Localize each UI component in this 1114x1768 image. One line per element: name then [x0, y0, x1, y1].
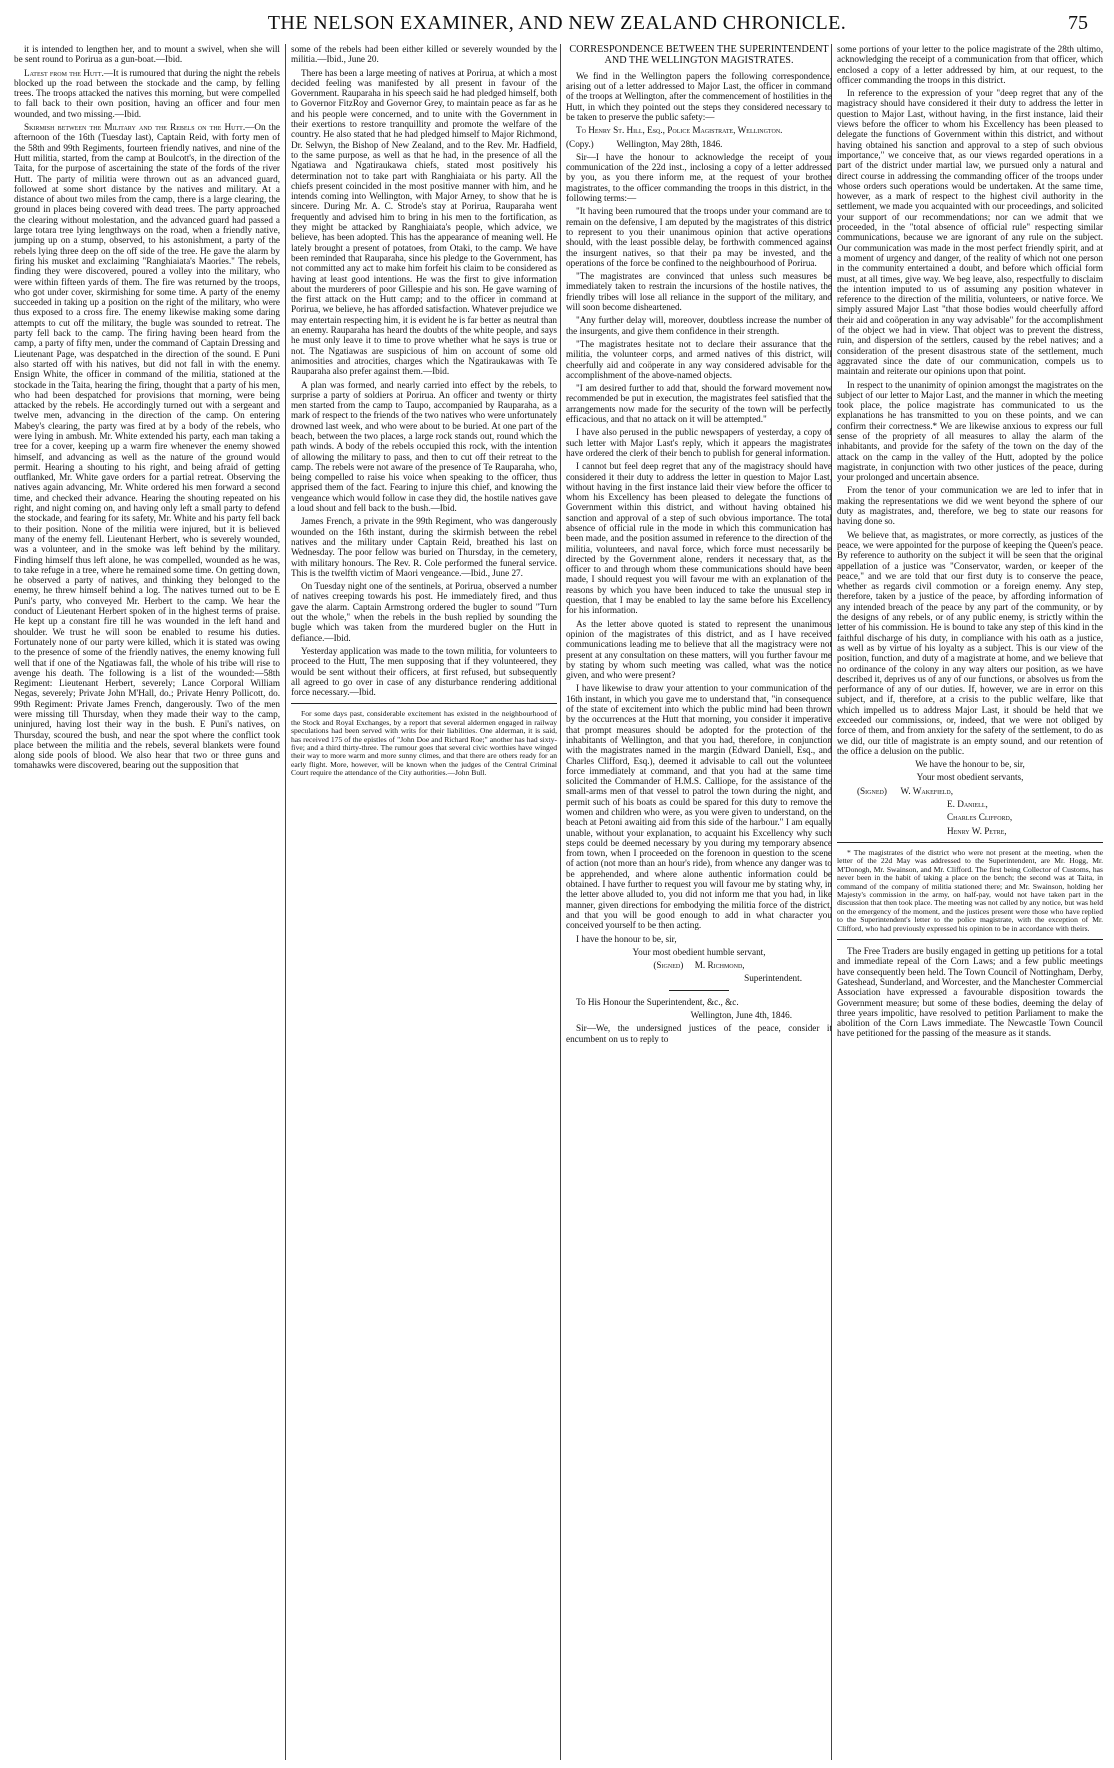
article-paragraph: In reference to the expression of your "deep regret that any of the magistracy should have considered it their duty to address the letter in question to Major Last, without having, in the first instance, laid their views before the officer to whom his Excellency has been pleased to delegate the functions of Government within this district, and without having obtained his sanction and approval to a step of such obvious importance," we conceive that, as our views regarded operations in a part of the district under martial law, we pursued only a natural and direct course in addressing the commanding officer of the troops under whose orders such operations would be undertaken. At the same time, however, as a mark of respect to the highest civil authority in the settlement, we made you acquainted with our proceedings, and solicited your support of our recommendations; nor can we admit that we proceeded, in the "total absence of official rule" respecting similar communications, because we are ignorant of any rule on the subject. Our communication was made in the most perfect friendly spirit, and at a moment of urgency and danger, of the reality of which not one person in the community entertained a doubt, and before which official form must, at all times, give way. We beg leave, also, respectfully to disclaim the intention imputed to us of assuming any position whatever in reference to the direction of the militia, volunteers, or native force. We simply assured Major Last "that those bodies would cheerfully afford their aid and coöperation in any way advisable" for the accomplishment of the object we had in view. That object was to prevent the distress, ruin, and dispersion of the settlers, caused by the rebel natives; and a consideration of the present disastrous state of the settlement, much aggravated since the date of our communication, compels us to maintain and reiterate our opinions upon that point. [837, 88, 1103, 377]
article-paragraph: Sir—We, the undersigned justices of the peace, consider it encumbent on us to reply to [566, 1023, 832, 1044]
letter-addressee: To His Honour the Superintendent, &c., &c. [576, 996, 739, 1007]
letter-closing: Your most obedient servants, [916, 772, 1024, 783]
letter-signature: (Signed) M. Richmond, [653, 960, 745, 971]
article-paragraph: James French, a private in the 99th Regiment, who was dangerously wounded on the 16th instant, during the skirmish between the rebel natives and the military under Captain Reid, breathed his last on Wednesday. The poor fellow was buried on Thursday, in the cemetery, with military honours. The Rev. R. Cole performed the funeral service. This is the twelfth victim of Maori vengeance.—Ibid., June 27. [291, 516, 557, 578]
article-paragraph: "It having been rumoured that the troops under your command are to remain on the defensive, I am deputed by the magistrates of this district to represent to you their unanimous opinion that active operations should, with the least possible delay, be forthwith commenced against the insurgent natives, so that their pa may be invested, and the operations of the force be confined to the neighbourhood of Porirua. [566, 206, 832, 268]
column-4 [837, 44, 1103, 1760]
article-paragraph: it is intended to lengthen her, and to mount a swivel, when she will be sent round to Porirua as a gun-boat.—Ibid. [14, 44, 280, 65]
article-paragraph: I have likewise to draw your attention to your communication of the 16th instant, in which you gave me to understand that, "in consequence of the state of excitement into which the public mind had been thrown by the occurrences at the Hutt that morning, you consider it imperative that prompt measures should be adopted for the protection of the inhabitants of Wellington, and that you had, therefore, in conjunction with the magistrates named in the margin (Edward Daniell, Esq., and Charles Clifford, Esq.), deemed it advisable to call out the volunteer force immediately at command, and that you had at the same time solicited the Commander of H.M.S. Calliope, for the assistance of the small-arms men of that vessel to patrol the town during the night, and permit such of his boats as could be spared for this duty to remove the women and children who were, as you were given to understand, on the beach at Petoni awaiting aid from this side of the harbour." I am equally unable, without your explanation, to acquaint his Excellency why such steps could be deemed necessary by you during my temporary absence from town, when I proceeded on the forenoon in question to the scene of action (not more than an hour's ride), from whence any danger was to be apprehended, and where alone authentic information could be obtained. I have further to request you will favour me by stating why, in the letter above alluded to, you did not inform me that you had, in like manner, given directions for embodying the militia force of the district, and that you will be good enough to add in what character you conceived yourself to be then acting. [566, 683, 832, 931]
column-1 [14, 44, 280, 1760]
article-paragraph [14, 68, 280, 119]
letter-signature: E. Daniell, [947, 799, 988, 810]
column-rule [560, 44, 561, 1760]
article-paragraph: "I am desired further to add that, should the forward movement now recommended be put in execution, the magistrates feel satisfied that the arrangements now made for the security of the town will be perfectly efficacious, and that no attack on it will be attempted." [566, 383, 832, 425]
letter-closing: Your most obedient humble servant, [632, 946, 766, 957]
letter-signature-title: Superintendent. [744, 973, 802, 984]
article-paragraph: I cannot but feel deep regret that any of the magistracy should have considered it their duty to address the letter in question to Major Last, without having in the first instance laid their view before the officer to whom his Excellency has been pleased to delegate the functions of Government within this district, and without having obtained his sanction and approval of a step of such obvious importance. The total absence of official rule in the mode in which this communication has been made, and the position assumed in reference to the direction of the militia, volunteers, and naval force, which force must necessarily be directed by the Government alone, renders it necessary that, as the officer to and through whom these communications should have been made, I should request you will favour me with an explanation of the reasons by which you have been induced to take the unusual step in question, that I may be enabled to lay the same before his Excellency for his information. [566, 461, 832, 616]
page-header [0, 0, 1114, 44]
article-paragraph: "The magistrates are convinced that unless such measures be immediately taken to restrain the incursions of the hostile natives, the friendly tribes will lose all reliance in the support of the military, and will soon become disheartened. [566, 271, 832, 313]
article-paragraph: We believe that, as magistrates, or more correctly, as justices of the peace, we were appointed for the purpose of keeping the Queen's peace. By reference to authority on the subject it will be seen that the original appellation of a justice was "Conservator, warden, or keeper of the peace," and we are told that our first duty is to conserve the peace, whether as regards civil commotion or a foreign enemy. Any step, therefore, taken by a justice of the peace, by affording information of any intended breach of the peace by any part of the community, or by the designs of any rebels, or of any public enemy, is strictly within the letter of his commission. He is bound to take any step of this kind in the faithful discharge of his duty, in compliance with his oath as a justice, as well as by virtue of his loyalty as a subject. This is our view of the position, function, and duty of a magistrate at home, and we believe that no ordinance of the colony in any way alters our position, as we have described it, deprives us of any of our functions, or absolves us from the performance of any of our duties. If, however, we are in error on this subject, and if, therefore, at a crisis to the public welfare, like that which impelled us to address Major Last, it should be held that we exceeded our commissions, or, indeed, that we were not obliged by force of them, and from anxiety for the safety of the settlement, to do as we did, our title of magistrate is an empty sound, and our retention of the office a delusion on the public. [837, 529, 1103, 756]
section-divider [837, 939, 1103, 940]
page-number: 75 [1068, 12, 1088, 34]
article-paragraph: Yesterday application was made to the town militia, for volunteers to proceed to the Hutt, The men supposing that if they volunteered, they would be sent without their officers, at first refused, but subsequently all agreed to go over in case of any disturbance rendering additional force necessary.—Ibid. [291, 645, 557, 698]
letter-dateline: (Copy.) Wellington, May 28th, 1846. [566, 138, 723, 149]
column-2 [291, 44, 557, 1760]
article-paragraph: From the tenor of your communication we are led to infer that in making the representations we did we went beyond the sphere of our duty as magistrates, and, therefore, we beg to state our reasons for having done so. [837, 485, 1103, 527]
article-paragraph: I have also perused in the public newspapers of yesterday, a copy of such letter with Major Last's reply, which it appears the magistrates have ordered the clerk of their bench to publish for general information. [566, 427, 832, 458]
article-paragraph: On Tuesday night one of the sentinels, at Porirua, observed a number of natives creeping towards his post. He immediately fired, and thus gave the alarm. Captain Armstrong ordered the bugler to sound "Turn out the whole," when the rebels in the bush replied by sounding the bugle which was taken from the murdered bugler on the Hutt in defiance.—Ibid. [291, 581, 557, 643]
article-paragraph: In respect to the unanimity of opinion amongst the magistrates on the subject of our letter to Major Last, and the manner in which the meeting took place, the police magistrate has communicated to us the explanations he has transmitted to you on these points, and we can confirm their correctness.* We are likewise anxious to express our full sense of the propriety of all measures to allay the alarm of the inhabitants, and provide for the safety of the town on the day of the attack on the camp in the valley of the Hutt, adopted by the police magistrate, in conjunction with two other justices of the peace, during your prolonged and uncertain absence. [837, 379, 1103, 483]
article-paragraph: The Free Traders are busily engaged in getting up petitions for a total and immediate repeal of the Corn Laws; and a few public meetings have consequently been held. The Town Council of Nottingham, Derby, Gateshead, Sunderland, and Worcester, and the Manchester Commercial Association have expressed a favourable disposition towards the Government measure; but some of these bodies, deeming the delay of three years impolitic, have resolved to petition Parliament to make the abolition of the Corn Laws immediate. The Newcastle Town Council have petitioned for the passing of the measure as it stands. [837, 946, 1103, 1039]
letter-dateline: Wellington, June 4th, 1846. [690, 1010, 792, 1021]
article-paragraph: some of the rebels had been either killed or severely wounded by the militia.—Ibid., June 20. [291, 44, 557, 65]
article-paragraph: "Any further delay will, moreover, doubtless increase the number of the insurgents, and give them confidence in their strength. [566, 315, 832, 336]
article-paragraph: There has been a large meeting of natives at Porirua, at which a most decided feeling was manifested by all present in favour of the Government. Rauparaha in his speech said he had pledged himself, both to Governor FitzRoy and Governor Grey, to maintain peace as far as he and his people were concerned, and to unite with the Government in their exertions to restore tranquillity and promote the welfare of the country. He also stated that he had pledged himself to Major Richmond, Dr. Selwyn, the Bishop of New Zealand, and to the Rev. Mr. Hadfield, to the same purpose, as well as that he had, in the presence of all the Ngatiawa and Ngatiraukawa chiefs, stated most positively his determination not to take part with Ranghiaiata or his party. All the chiefs present coincided in the most positive manner with him, and he intends coming into Wellington, with Major Arney, to show that he is sincere. During Mr. A. C. Strode's stay at Porirua, Rauparaha went frequently and advised him to bring in his men to the fortification, as they might be attacked by Ranghiaiata's people, which advice, we believe, has been adopted. This has the appearance of meaning well. He lately brought a present of potatoes, from Otaki, to the camp. We have been reminded that Rauparaha, since his pledge to the Government, has not committed any act to make him forfeit his claim to be considered as having at least good intentions. He was the first to give information about the murderers of poor Gillespie and his son. He gave warning of the first attack on the Hutt camp; and to the officer in command at Porirua, we believe, he has afforded satisfaction. Whatever prejudice we may entertain respecting him, it is evident he is far better as neutral than an enemy. Rauparaha has heard the doubts of the white people, and says he must only leave it to time to prove whether what he says is true or not. The Ngatiawas are suspicious of him on account of some old animosities and atrocities, charges which the Ngatiraukawas with Te Rauparaha also prefer against them.—Ibid. [291, 67, 557, 377]
letter-signature: Henry W. Petre, [947, 825, 1007, 836]
article-paragraph: As the letter above quoted is stated to represent the unanimous opinion of the magistrates of this district, and as I have received communications leading me to believe that all the magistracy were not present at any consultation on these matters, will you further favour me by stating by whom such meeting was called, what was the notice given, and who were present? [566, 618, 832, 681]
letter-signature: (Signed) W. Wakefield, [857, 785, 954, 796]
article-paragraph: For some days past, considerable excitement has existed in the neighbourhood of the Stock and Royal Exchanges, by a report that several aldermen engaged in railway speculations had been served with writs for their liabilities. One alderman, it is said, has received 175 of the epistles of "John Doe and Richard Roe;" another has had sixty-five; and a third thirty-three. The rumour goes that several civic worthies have winged their way to more warm and more sunny climes, and that there are others ready for an early flight. More, however, will be known when the judges of the Central Criminal Court require the attendance of the City authorities.—John Bull. [291, 709, 557, 778]
column-3 [566, 44, 832, 1760]
article-paragraph: We find in the Wellington papers the following correspondence, arising out of a letter addressed to Major Last, the officer in command of the troops at Wellington, after the commencement of hostilities in the Hutt, in which they pointed out the steps they considered necessary to be taken to preserve the public safety:— [566, 70, 832, 122]
article-paragraph: "The magistrates hesitate not to declare their assurance that the militia, the volunteer corps, and armed natives of this district, will cheerfully aid and coöperate in any way considered advisable for the accomplishment of the above-named objects. [566, 338, 832, 380]
newspaper-title: THE NELSON EXAMINER, AND NEW ZEALAND CHRONICLE. [267, 12, 847, 34]
column-rule [285, 44, 286, 1760]
article-body: —It is rumoured that during the night the rebels blocked up the road between the stockade and the camp, by felling trees. The troops attacked the natives this morning, but were compelled to fall back to their own position, having an officer and four men wounded, and two missing.—Ibid. [14, 67, 280, 119]
article-paragraph: Sir—I have the honour to acknowledge the receipt of your communication of the 22d inst., inclosing a copy of a letter addressed by you, as you there inform me, at the request of your brother magistrates, to the officer commanding the troops in this district, in the following terms:— [566, 151, 832, 204]
section-divider [669, 990, 729, 991]
article-paragraph: A plan was formed, and nearly carried into effect by the rebels, to surprise a party of soldiers at Porirua. An officer and twenty or thirty men started from the camp to Taupo, accompanied by Rauparaha, as a mark of respect to the friends of the two natives who were unfortunately drowned last week, and who were about to be buried. At one part of the beach, between the two places, a large rock stands out, round which the path winds. A body of the rebels occupied this rock, with the intention of allowing the military to pass, and then to cut off their retreat to the camp. The rebels were not aware of the presence of Te Rauparaha, who, being compelled to raise his voice when speaking to the officer, thus apprised them of the fact. Fearing to injure this chief, and knowing the vengeance which would follow in case they did, the hostile natives gave a loud shout and fell back to the bush.—Ibid. [291, 379, 557, 514]
section-divider [837, 842, 1103, 843]
footnote: * The magistrates of the district who were not present at the meeting, when the letter of the 22d May was addressed to the Superintendent, are Mr. Hogg, Mr. M'Donogh, Mr. Swainson, and Mr. Clifford. The first being Collector of Customs, has never been in the habit of taking a place on the bench; the second was at Taita, in command of the company of militia stationed there; and Mr. Swainson, holding her Majesty's commission in the army, on half-pay, would not have taken part in the discussion that then took place. The meeting was not called by any notice, but was held on the emergency of the moment, and the justices present were those who have replied to the Superintendent's letter to the police magistrate, with the exception of Mr. Clifford, who had previously expressed his opinion to be in accordance with theirs. [837, 847, 1103, 933]
article-heading: Skirmish between the Military and the Rebels on the Hutt. [24, 122, 246, 133]
letter-signature: Charles Clifford, [947, 812, 1013, 823]
letter-addressee: To Henry St. Hill, Esq., Police Magistrate, Wellington. [576, 125, 783, 136]
letter-closing: I have the honour to be, sir, [576, 933, 677, 944]
section-divider [291, 703, 557, 704]
article-paragraph: some portions of your letter to the police magistrate of the 28th ultimo, acknowledging the receipt of a communication from that officer, which enclosed a copy of a letter addressed by him, at our request, to the officer commanding the troops in this district. [837, 44, 1103, 85]
article-title: CORRESPONDENCE BETWEEN THE SUPERINTENDENT AND THE WELLINGTON MAGISTRATES. [569, 44, 829, 67]
article-paragraph [14, 122, 280, 771]
article-body: —On the afternoon of the 16th (Tuesday last), Captain Reid, with forty men of the 58th and 99th Regiments, fourteen friendly natives, and nine of the Hutt militia, started, from the camp at Boulcott's, in the direction of the Taita, for the purpose of ascertaining the state of the fords of the river Hutt. The party of militia were thrown out as an advanced guard, followed at some short distance by the natives and military. At a distance of about two miles from the camp, there is a large clearing, the ground in places being covered with dead trees. The party approached the clearing without molestation, and the advanced guard had passed a large totara tree lying lengthways on the road, when a friendly native, jumping up on a stump, observed, to his astonishment, a party of the rebels lying three deep on the off side of the tree. He gave the alarm by firing his musket and exclaiming "Ranghiaiata's Maories." The rebels, finding they were discovered, poured a volley into the military, who were within fifteen yards of them. The fire was returned by the troops, who got under cover, skirmishing for some time. A party of the enemy succeeded in taking up a position on the right of the military, who were thus exposed to a cross fire. The enemy likewise making some daring attempts to cut off the military, the bugle was sounded to retreat. The party fell back to the camp. The firing having been heard from the camp, a party of fifty men, under the command of Captain Dressing and Lieutenant Page, was despatched in the direction of the sound. E Puni also started off with his natives, but did not fall in with the enemy. Ensign White, the officer in command of the militia, stationed at the stockade in the Taita, hearing the firing, thought that a party of his men, who had been despatched for provisions that morning, were being attacked by the rebels. He accordingly turned out with a sergeant and twelve men, advancing in the direction of the camp. On entering Mabey's clearing, the party was fired at by a body of the rebels, who were lying in ambush. Mr. White extended his party, each man taking a tree for a cover, keeping up a warm fire whenever the enemy showed himself, and advancing as well as the nature of the ground would permit. Hearing a shouting to his right, and being afraid of getting outflanked, Mr. White gave orders for a partial retreat. Observing the natives again advancing, Mr. White ordered his men forward a second time, and checked their advance. Hearing the shouting repeated on his right, and night coming on, and having only left a small party to defend the stockade, and fearing for its safety, Mr. White and his party fell back to their position. None of the militia were injured, but it is believed many of the enemy fell. Lieutenant Herbert, who is severely wounded, was a volunteer, and in the smoke was left behind by the military. Finding himself thus left alone, he was compelled, wounded as he was, to take refuge in a tree, where he remained some time. On getting down, he observed a party of natives, and thinking they belonged to the enemy, he threw himself behind a log. The natives turned out to be E Puni's party, who conveyed Mr. Herbert to the camp. We hear the conduct of Lieutenant Herbert spoken of in the highest terms of praise. He kept up a constant fire till he was wounded in the left hand and shoulder. We trust he will soon be enabled to resume his duties. Fortunately none of our party were killed, which it is stated was owing to the presence of some of the friendly natives, the enemy knowing full well that if one of the Ngatiawas fall, the whole of his tribe will rise to avenge his death. The following is a list of the wounded:—58th Regiment: Lieutenant Herbert, severely; Lance Corporal William Negas, severely; Private John M'Hall, do.; Private Henry Pollicott, do. 99th Regiment: Private James French, dangerously. Two of the men were missing till Thursday, when they made their way to the camp, uninjured, having lost their way in the bush. E Puni's natives, on Thursday, scoured the bush, and near the spot where the conflict took place between the militia and the rebels, several blankets were found along side pools of blood. We also hear that two or three guns and tomahawks were discovered, bearing out the supposition that [14, 122, 280, 771]
letter-closing: We have the honour to be, sir, [915, 759, 1025, 770]
article-heading: Latest from the Hutt. [24, 67, 104, 78]
